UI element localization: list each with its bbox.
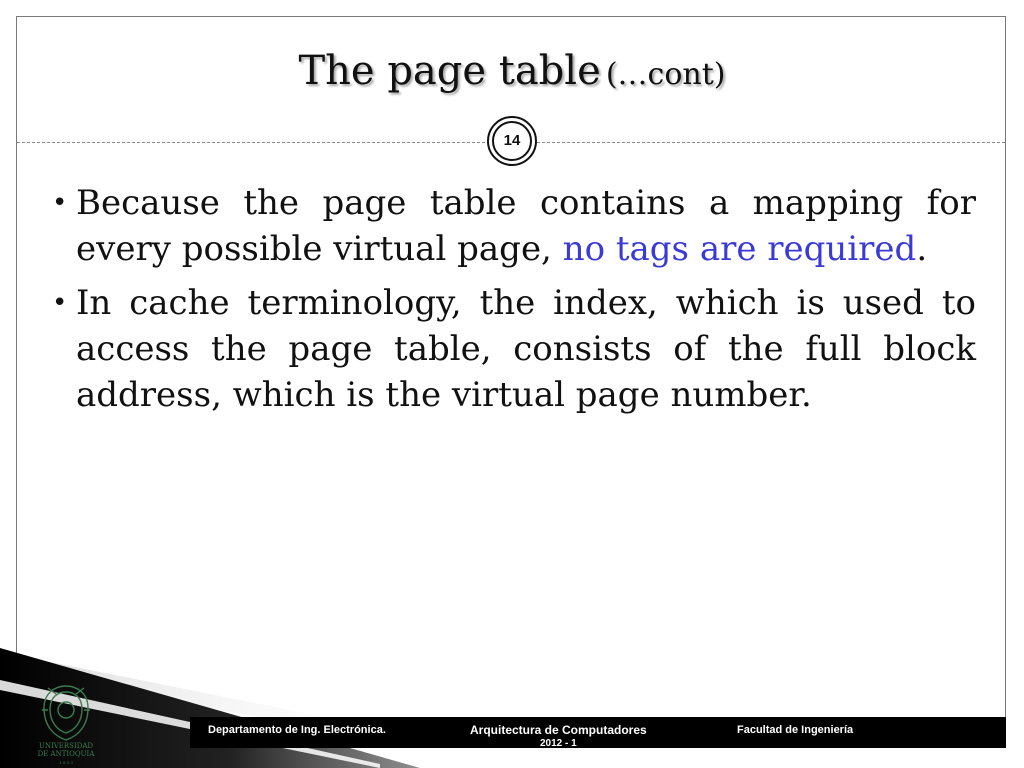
- logo-line1: UNIVERSIDAD: [38, 742, 94, 750]
- slide-title: [0, 48, 1024, 94]
- title-suffix: (…cont): [605, 57, 726, 92]
- bullet-item: [50, 280, 976, 418]
- footer-course: Arquitectura de Computadores: [470, 723, 647, 737]
- bullet-item: [50, 180, 976, 272]
- bullet-text: In cache terminology, the index, which is used to access the page table, consists of the full block address, which is the virtual page number.: [76, 283, 976, 415]
- page-number: 14: [492, 121, 532, 161]
- title-main: The page table: [298, 48, 601, 94]
- bullet-text: .: [916, 229, 928, 269]
- page-number-badge: [487, 116, 537, 166]
- footer-department: Departamento de Ing. Electrónica.: [208, 724, 386, 736]
- bullet-marker: •: [52, 288, 68, 318]
- footer-decoration: [0, 640, 1024, 768]
- logo-line2: DE ANTIOQUIA: [37, 750, 95, 758]
- bullet-marker: •: [52, 188, 68, 218]
- bullet-highlight: no tags are required: [562, 229, 917, 269]
- university-logo: [30, 680, 102, 766]
- footer-term: 2012 - 1: [540, 738, 577, 749]
- logo-line3: 1 8 0 3: [59, 760, 73, 765]
- bullet-list: [50, 180, 976, 426]
- footer-faculty: Facultad de Ingeniería: [737, 724, 854, 736]
- bullet-text: Because the page table contains a mapping for every possible virtual page,: [76, 183, 976, 269]
